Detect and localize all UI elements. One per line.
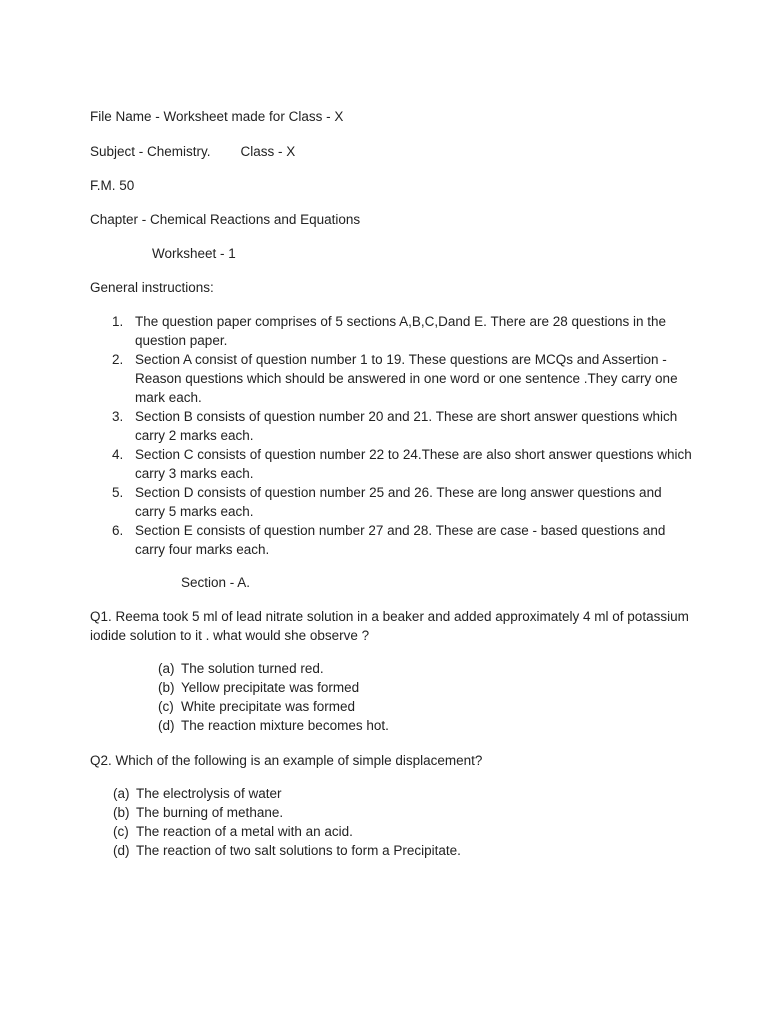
subject-text: Subject - Chemistry. — [90, 144, 211, 159]
instructions-list — [112, 312, 692, 559]
option-label: (c) — [158, 699, 174, 714]
option-text: The reaction of a metal with an acid. — [136, 824, 353, 839]
option-item — [158, 716, 389, 735]
instruction-number: 3. — [112, 409, 124, 424]
full-marks-line: F.M. 50 — [90, 178, 135, 193]
instruction-text: Section E consists of question number 27 and 28. These are case - based questions and carry four marks each. — [135, 523, 666, 557]
instruction-item — [112, 407, 692, 445]
option-item — [113, 784, 461, 803]
instruction-number: 6. — [112, 523, 124, 538]
class-text: Class - X — [240, 144, 296, 159]
instruction-item — [112, 483, 692, 521]
instruction-number: 5. — [112, 485, 124, 500]
option-item — [113, 803, 461, 822]
instruction-item — [112, 521, 692, 559]
instruction-text: The question paper comprises of 5 sections A,B,C,Dand E. There are 28 questions in the question paper. — [135, 314, 667, 348]
option-text: The electrolysis of water — [136, 786, 282, 801]
question-1-text: Q1. Reema took 5 ml of lead nitrate solution in a beaker and added approximately 4 ml of potassium iodide solution to it . what would she observe ? — [90, 609, 689, 643]
file-name-line: File Name - Worksheet made for Class - X — [90, 109, 344, 124]
instruction-text: Section D consists of question number 25 and 26. These are long answer questions and carry 5 marks each. — [135, 485, 662, 519]
option-text: The burning of methane. — [136, 805, 284, 820]
option-item — [158, 697, 389, 716]
instruction-item — [112, 312, 692, 350]
instruction-number: 4. — [112, 447, 124, 462]
option-label: (d) — [113, 843, 130, 858]
question-2-options — [113, 784, 461, 860]
option-item — [113, 822, 461, 841]
instruction-number: 1. — [112, 314, 124, 329]
option-item — [158, 659, 389, 678]
instruction-number: 2. — [112, 352, 124, 367]
instruction-item — [112, 350, 692, 407]
option-label: (a) — [158, 661, 175, 676]
option-label: (c) — [113, 824, 129, 839]
subject-class-line — [90, 142, 295, 161]
question-1-options — [158, 659, 389, 735]
option-item — [158, 678, 389, 697]
option-text: The reaction of two salt solutions to form a Precipitate. — [136, 843, 461, 858]
instruction-text: Section C consists of question number 22 to 24.These are also short answer questions which carry 3 marks each. — [135, 447, 692, 481]
instruction-item — [112, 445, 692, 483]
worksheet-title: Worksheet - 1 — [152, 246, 236, 261]
instruction-text: Section A consist of question number 1 to 19. These questions are MCQs and Assertion - Reason questions which should be answered in one word or one sentence .They carry one mark each. — [135, 352, 678, 405]
option-label: (d) — [158, 718, 175, 733]
instructions-heading: General instructions: — [90, 280, 214, 295]
option-text: The solution turned red. — [181, 661, 324, 676]
chapter-line: Chapter - Chemical Reactions and Equations — [90, 212, 361, 227]
option-text: The reaction mixture becomes hot. — [181, 718, 389, 733]
option-text: White precipitate was formed — [181, 699, 356, 714]
question-2-text: Q2. Which of the following is an example of simple displacement? — [90, 753, 483, 768]
option-label: (b) — [158, 680, 175, 695]
option-item — [113, 841, 461, 860]
instruction-text: Section B consists of question number 20 and 21. These are short answer questions which carry 2 marks each. — [135, 409, 678, 443]
section-a-title: Section - A. — [181, 575, 251, 590]
option-label: (b) — [113, 805, 130, 820]
option-label: (a) — [113, 786, 130, 801]
option-text: Yellow precipitate was formed — [181, 680, 360, 695]
